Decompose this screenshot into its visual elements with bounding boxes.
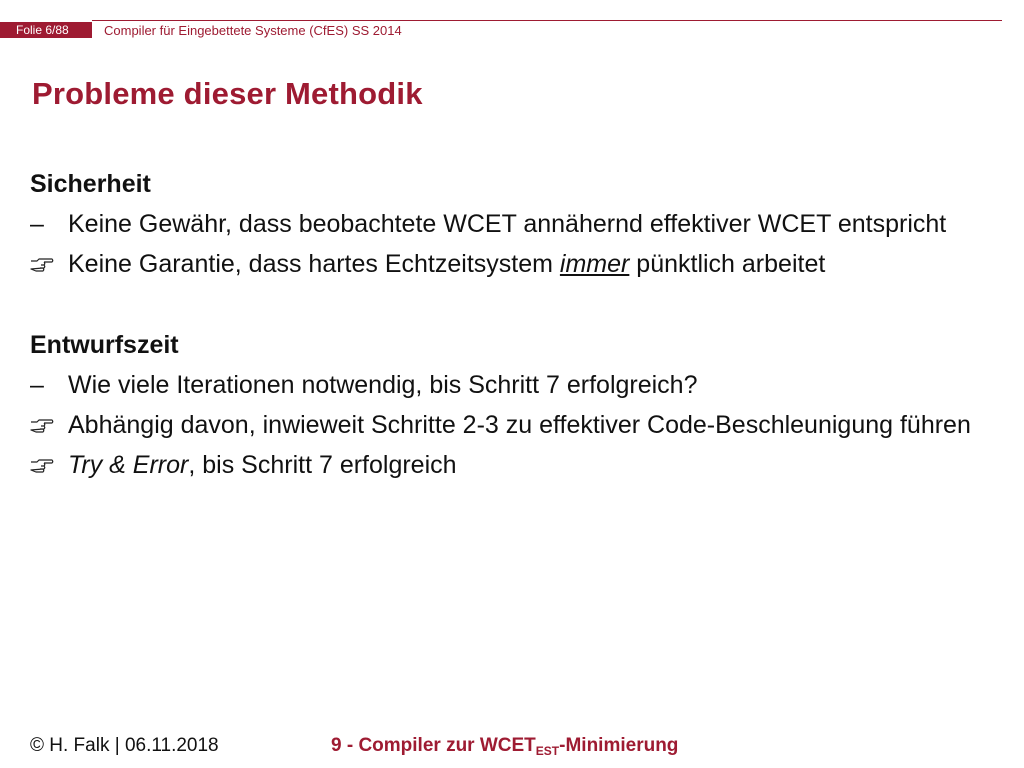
bullet-text: Wie viele Iterationen notwendig, bis Schritt 7 erfolgreich? — [68, 371, 698, 399]
course-title: Compiler für Eingebettete Systeme (CfES) SS 2014 — [104, 23, 402, 38]
bullet-text: , bis Schritt 7 erfolgreich — [188, 451, 457, 479]
pointing-hand-icon — [30, 456, 54, 474]
bullet-text: Abhängig davon, inwieweit Schritte 2-3 zu effektiver Code-Beschleunigung führen — [68, 411, 971, 439]
bullet-text: Keine Garantie, dass hartes Echtzeitsystem — [68, 250, 560, 278]
chapter-suffix: -Minimierung — [559, 735, 679, 756]
footer-author-date: © H. Falk | 06.11.2018 — [30, 735, 219, 756]
bullet-item — [30, 405, 990, 445]
pointing-hand-icon — [30, 255, 54, 273]
pointing-hand-icon — [30, 416, 54, 434]
slide-number-badge: Folie 6/88 — [0, 22, 92, 38]
slide-header — [0, 0, 1024, 40]
bullet-text: pünktlich arbeitet — [629, 250, 826, 278]
chapter-prefix: 9 - Compiler zur WCET — [331, 735, 536, 756]
bullet-item — [30, 204, 990, 244]
bullet-item — [30, 365, 990, 405]
section-heading-entwurfszeit: Entwurfszeit — [30, 331, 179, 359]
bullet-item — [30, 445, 990, 485]
chapter-subscript: EST — [535, 744, 560, 758]
bullet-text: Keine Gewähr, dass beobachtete WCET annähernd effektiver WCET entspricht — [68, 210, 947, 238]
dash-marker: – — [30, 210, 44, 238]
emphasis-word: immer — [559, 250, 630, 278]
page-title: Probleme dieser Methodik — [32, 76, 423, 111]
footer-chapter-title — [331, 735, 678, 758]
section-heading-sicherheit: Sicherheit — [30, 170, 151, 198]
dash-marker: – — [30, 371, 44, 399]
emphasis-phrase: Try & Error — [68, 451, 189, 479]
slide-content — [30, 164, 990, 485]
header-rule — [92, 20, 1002, 21]
bullet-item — [30, 244, 990, 284]
